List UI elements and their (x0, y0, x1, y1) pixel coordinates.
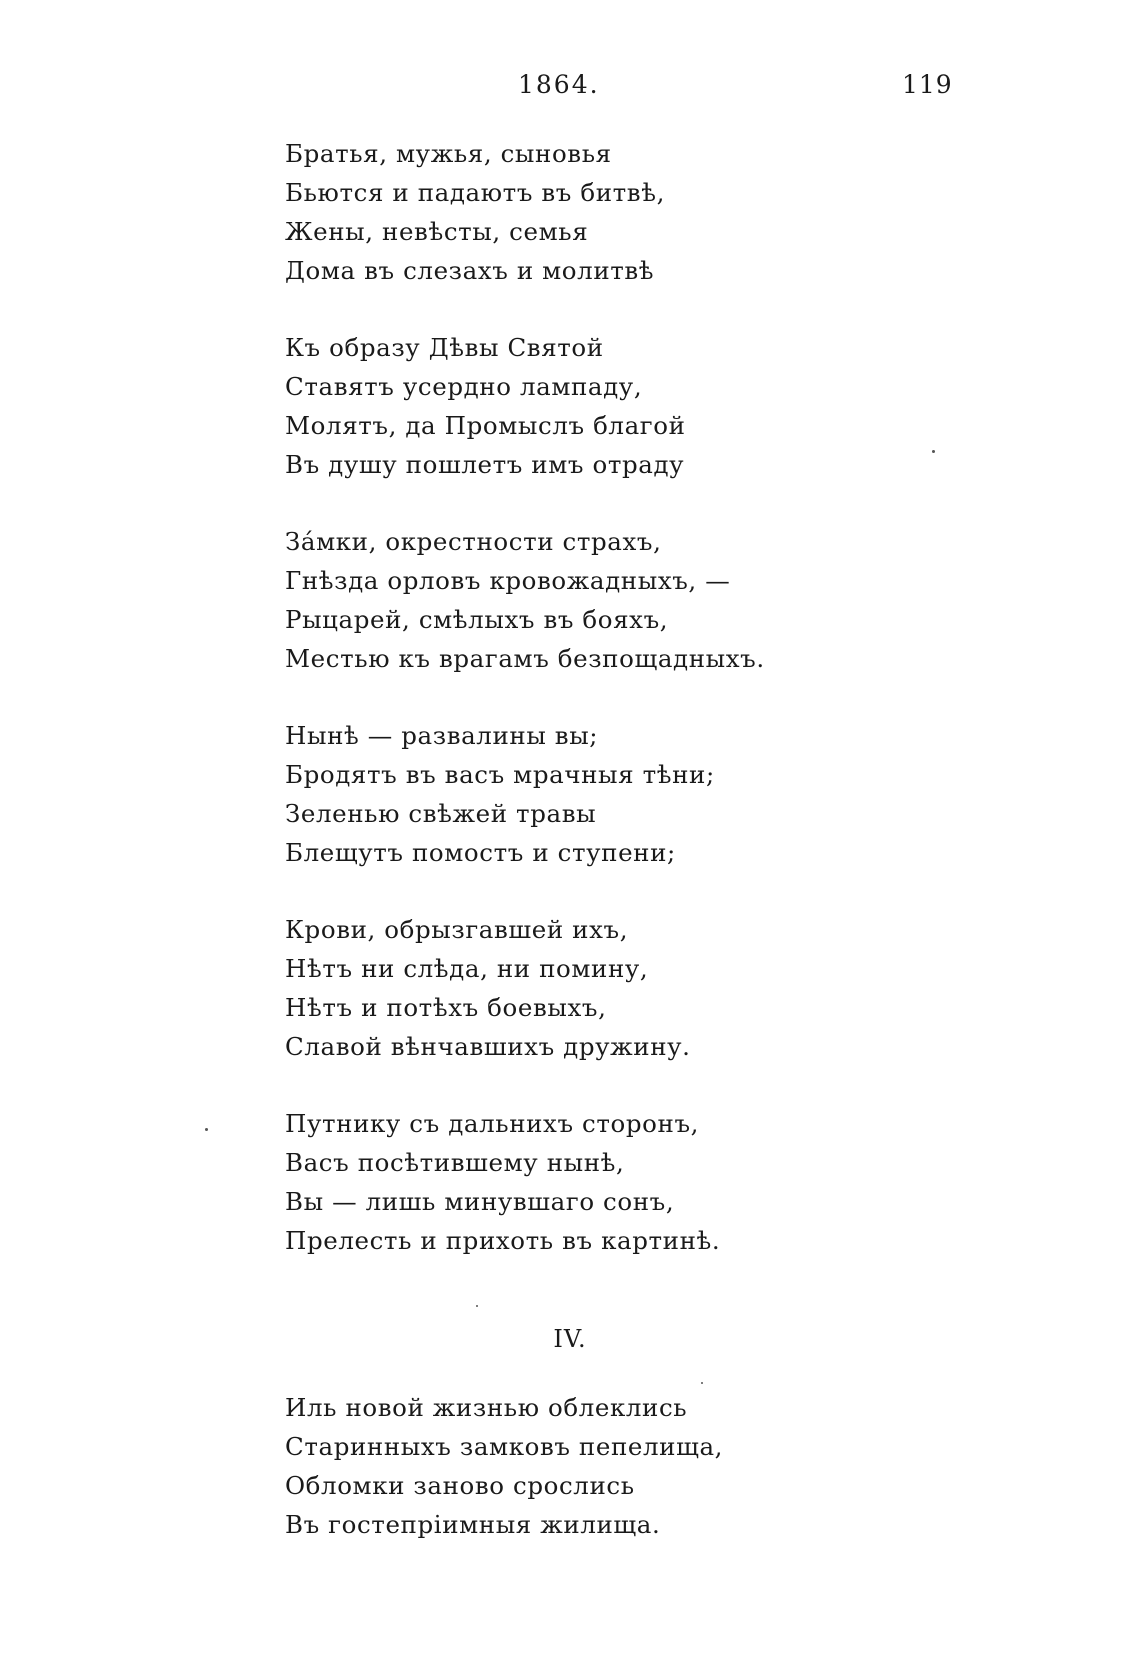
verse-line: Обломки заново срослись (285, 1471, 635, 1500)
verse-line: Молятъ, да Промыслъ благой (285, 411, 686, 440)
stanza (285, 716, 985, 872)
verse-line: Братья, мужья, сыновья (285, 139, 612, 168)
verse-line: Ставятъ усердно лампаду, (285, 372, 643, 401)
page-number: 119 (902, 70, 953, 99)
verse-line: Въ душу пошлетъ имъ отраду (285, 450, 685, 479)
scan-speck (932, 450, 935, 453)
page-header (0, 60, 1140, 100)
verse-line: Бродятъ въ васъ мрачныя тѣни; (285, 760, 715, 789)
scan-speck (701, 1382, 703, 1384)
verse-line: Вы — лишь минувшаго сонъ, (285, 1187, 675, 1216)
verse-line: Жены, невѣсты, семья (285, 217, 589, 246)
running-head-year: 1864. (518, 70, 600, 99)
verse-line: Зеленью свѣжей травы (285, 799, 597, 828)
stanza (285, 1388, 985, 1544)
verse-line: Старинныхъ замковъ пепелища, (285, 1432, 724, 1461)
poem-section-iv (285, 1388, 985, 1582)
verse-line: Рыцарей, смѣлыхъ въ бояхъ, (285, 605, 669, 634)
verse-line: Блещутъ помостъ и ступени; (285, 838, 676, 867)
verse-line: Прелесть и прихоть въ картинѣ. (285, 1226, 721, 1255)
verse-line: Славой вѣнчавшихъ дружину. (285, 1032, 691, 1061)
scan-speck (205, 1128, 208, 1131)
verse-line: Къ образу Дѣвы Святой (285, 333, 604, 362)
verse-line: Нынѣ — развалины вы; (285, 721, 599, 750)
stanza (285, 522, 985, 678)
verse-line: Нѣтъ и потѣхъ боевыхъ, (285, 993, 607, 1022)
verse-line: Иль новой жизнью облеклись (285, 1393, 688, 1422)
stanza (285, 134, 985, 290)
verse-line: Путнику съ дальнихъ сторонъ, (285, 1109, 700, 1138)
stanza (285, 910, 985, 1066)
verse-line: Дома въ слезахъ и молитвѣ (285, 256, 655, 285)
verse-line: Васъ посѣтившему нынѣ, (285, 1148, 625, 1177)
verse-line: Зáмки, окрестности страхъ, (285, 527, 662, 556)
verse-line: Въ гостепріимныя жилища. (285, 1510, 661, 1539)
poem-section-iii (285, 134, 985, 1298)
verse-line: Гнѣзда орловъ кровожадныхъ, — (285, 566, 731, 595)
verse-line: Бьются и падаютъ въ битвѣ, (285, 178, 665, 207)
verse-line: Местью къ врагамъ безпощадныхъ. (285, 644, 765, 673)
section-heading-iv: IV. (553, 1325, 587, 1353)
scan-speck (476, 1305, 478, 1307)
stanza (285, 328, 985, 484)
verse-line: Крови, обрызгавшей ихъ, (285, 915, 629, 944)
verse-line: Нѣтъ ни слѣда, ни помину, (285, 954, 649, 983)
stanza (285, 1104, 985, 1260)
